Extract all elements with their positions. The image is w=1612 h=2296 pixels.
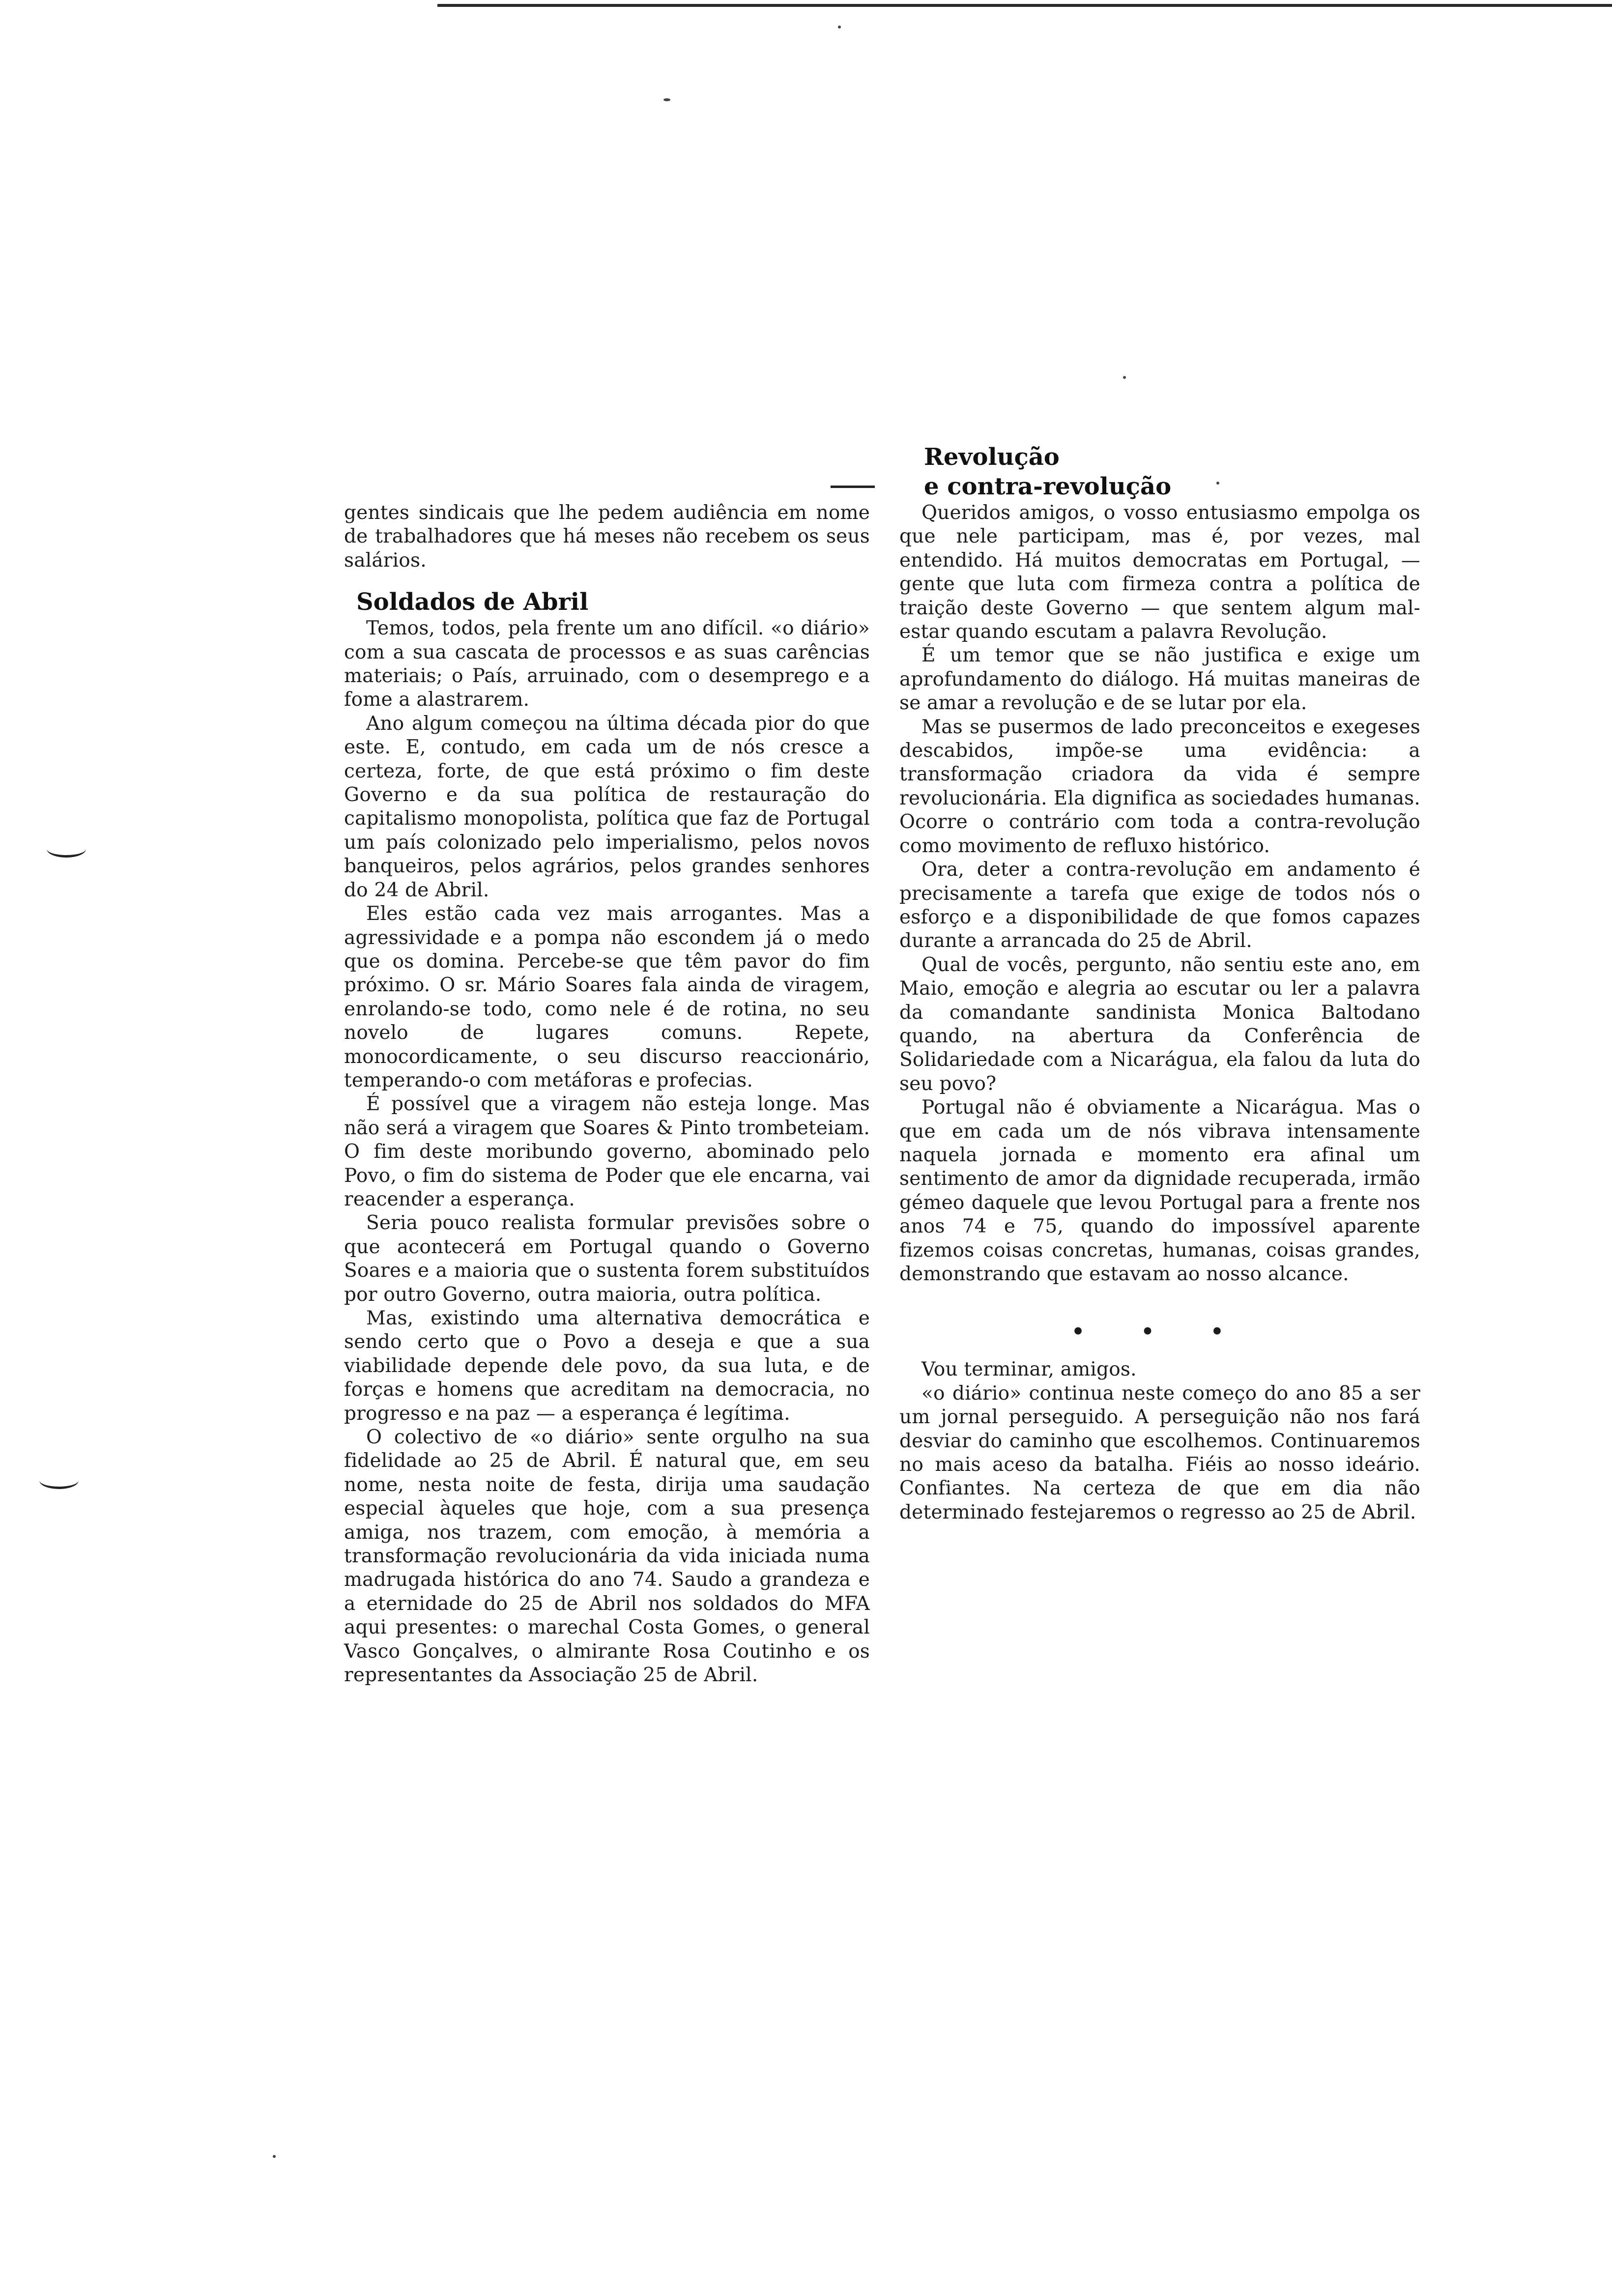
top-border-line [437,4,1612,7]
binding-hole-mark [47,840,86,858]
column-rule [831,486,875,488]
paragraph: É um temor que se não justifica e exige um aprofundamento do diálogo. Há muitas maneiras de se amar a revolução e de se lutar por ela. [899,644,1420,715]
closing-paragraph: Vou terminar, amigos. [921,1358,1137,1381]
paragraph: Qual de vocês, pergunto, não sentiu este ano, em Maio, emoção e alegria ao escutar ou ler a palavra da comandante sandinista Monica Baltodano quando, na abertura da Conferência de Solidariedade com a Nicarágua, ela falou da luta do seu povo? [899,953,1420,1095]
heading-line: Revolução [924,443,1060,471]
binding-hole-mark [39,1472,79,1489]
paragraph: Eles estão cada vez mais arrogantes. Mas a agressividade e a pompa não escondem já o medo que os domina. Percebe-se que têm pavor do fim próximo. O sr. Mário Soares fala ainda de viragem, enrolando-se todo, como nele é de rotina, no seu novelo de lugares comuns. Repete, monocordicamente, o seu discurso reaccionário, temperando-o com metáforas e profecias. [344,903,870,1091]
scan-speck [273,2155,276,2158]
paragraph: Portugal não é obviamente a Nicarágua. Mas o que em cada um de nós vibrava intensamente naquela jornada e momento era afinal um sentimento de amor da dignidade recuperada, irmão gémeo daquele que levou Portugal para a frente nos anos 74 e 75, quando do impossível aparente fizemos coisas concretas, humanas, coisas grandes, demonstrando que estavam ao nosso alcance. [899,1096,1420,1285]
scan-speck [1123,376,1126,379]
scan-speck [838,26,841,29]
section-heading-soldados: Soldados de Abril [356,588,589,616]
paragraph: Temos, todos, pela frente um ano difícil. «o diário» com a sua cascata de processos e as suas carências materiais; o País, arruinado, com o desemprego e a fome a alastrarem. [344,617,870,711]
intro-paragraph: gentes sindicais que lhe pedem audiência em nome de trabalhadores que há meses não recebem os seus salários. [344,502,870,572]
paragraph: O colectivo de «o diário» sente orgulho na sua fidelidade ao 25 de Abril. É natural que, em seu nome, nesta noite de festa, dirija uma saudação especial àqueles que hoje, com a sua presença amiga, nos trazem, com emoção, à memória a transformação revolucionária da vida iniciada numa madrugada histórica do ano 74. Saudo a grandeza e a eternidade do 25 de Abril nos soldados do MFA aqui presentes: o marechal Costa Gomes, o general Vasco Gonçalves, o almirante Rosa Coutinho e os representantes da Associação 25 de Abril. [344,1426,870,1687]
right-column [899,501,1420,1524]
paragraph: Mas se pusermos de lado preconceitos e exegeses descabidos, impõe-se uma evidência: a transformação criadora da vida é sempre revolucionária. Ela dignifica as sociedades humanas. Ocorre o contrário com toda a contra-revolução como movimento de refluxo histórico. [899,716,1420,857]
heading-line: e contra-revolução [924,473,1172,500]
paragraph: Ora, deter a contra-revolução em andamento é precisamente a tarefa que exige de todos nós o esforço e a disponibilidade de que fomos capazes durante a arrancada do 25 de Abril. [899,859,1420,952]
paragraph: Mas, existindo uma alternativa democrática e sendo certo que o Povo a deseja e que a sua viabilidade depende dele povo, da sua luta, e de forças e homens que acreditam na democracia, no progresso e na paz — a esperança é legítima. [344,1307,870,1425]
paragraph: Queridos amigos, o vosso entusiasmo empolga os que nele participam, mas é, por vezes, mal entendido. Há muitos democratas em Portugal, — gente que luta com firmeza contra a política de traição deste Governo — que sentem algum mal-estar quando escutam a palavra Revolução. [899,502,1420,643]
section-heading-revolucao [924,442,1415,501]
scan-speck [663,98,670,101]
paragraph: Seria pouco realista formular previsões sobre o que acontecerá em Portugal quando o Governo Soares e a maioria que o sustenta forem substituídos por outro Governo, outra maioria, outra política. [344,1212,870,1306]
paragraph: Ano algum começou na última década pior do que este. E, contudo, em cada um de nós cresce a certeza, forte, de que está próximo o fim deste Governo e da sua política de restauração do capitalismo monopolista, política que faz de Portugal um país colonizado pelo imperialismo, pelos novos banqueiros, pelos agrários, pelos grandes senhores do 24 de Abril. [344,712,870,901]
paragraph: É possível que a viragem não esteja longe. Mas não será a viragem que Soares & Pinto trombeteiam. O fim deste moribundo governo, abominado pelo Povo, o fim do sistema de Poder que ele encarna, vai reacender a esperança. [344,1093,870,1210]
section-separator: • • • [1071,1320,1248,1344]
left-column [344,501,870,1688]
closing-paragraph: «o diário» continua neste começo do ano 85 a ser um jornal perseguido. A perseguição não nos fará desviar do caminho que escolhemos. Continuaremos no mais aceso da batalha. Fiéis ao nosso ideário. Confiantes. Na certeza de que em dia não determinado festejaremos o regresso ao 25 de Abril. [899,1382,1420,1523]
